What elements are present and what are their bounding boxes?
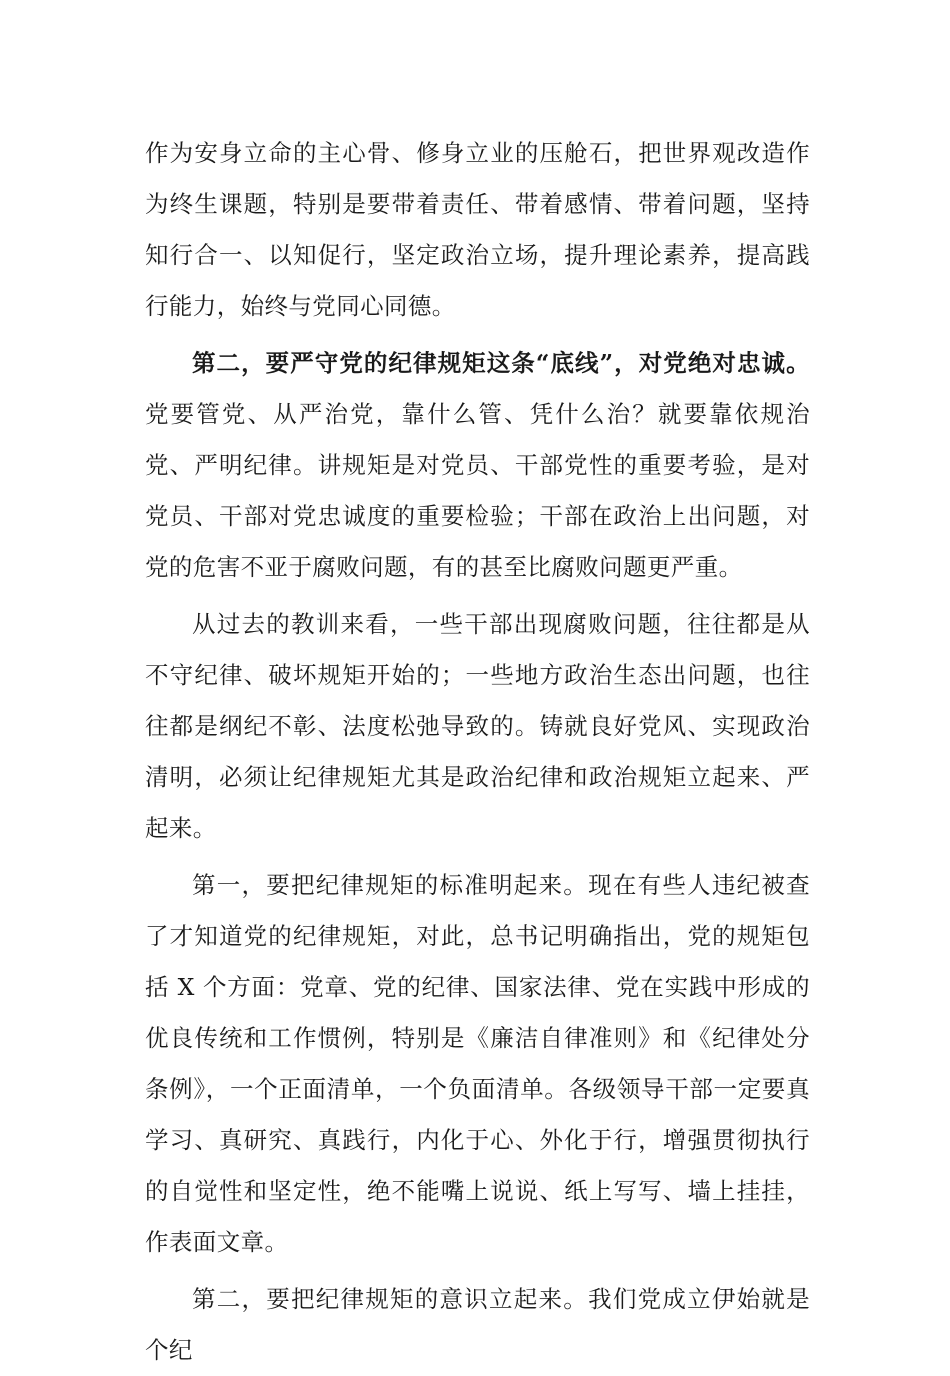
- paragraph-4: [145, 860, 810, 1268]
- paragraph-2-text: 党要管党、从严治党，靠什么管、凭什么治？就要靠依规治党、严明纪律。讲规矩是对党员、干部党性的重要考验，是对党员、干部对党忠诚度的重要检验；干部在政治上出问题，对党的危害不亚于腐败问题，有的甚至比腐败问题更严重。: [145, 400, 810, 581]
- paragraph-5: [145, 1274, 810, 1376]
- paragraph-4-text: 第一，要把纪律规矩的标准明起来。现在有些人违纪被查了才知道党的纪律规矩，对此，总书记明确指出，党的规矩包括 X 个方面：党章、党的纪律、国家法律、党在实践中形成的优良传统和工作惯例，特别是《廉洁自律准则》和《纪律处分条例》，一个正面清单，一个负面清单。各级领导干部一定要真学习、真研究、真践行，内化于心、外化于行，增强贯彻执行的自觉性和坚定性，绝不能嘴上说说、纸上写写、墙上挂挂，作表面文章。: [145, 871, 810, 1256]
- document-body: [145, 128, 810, 1376]
- paragraph-5-text: 第二，要把纪律规矩的意识立起来。我们党成立伊始就是个纪: [145, 1285, 810, 1364]
- paragraph-3-text: 从过去的教训来看，一些干部出现腐败问题，往往都是从不守纪律、破坏规矩开始的；一些地方政治生态出问题，也往往都是纲纪不彰、法度松弛导致的。铸就良好党风、实现政治清明，必须让纪律规矩尤其是政治纪律和政治规矩立起来、严起来。: [145, 610, 810, 842]
- paragraph-1-text: 作为安身立命的主心骨、修身立业的压舱石，把世界观改造作为终生课题，特别是要带着责任、带着感情、带着问题，坚持知行合一、以知促行，坚定政治立场，提升理论素养，提高践行能力，始终与党同心同德。: [145, 139, 810, 320]
- paragraph-2: [145, 338, 810, 593]
- paragraph-2-heading: 第二，要严守党的纪律规矩这条“底线”，对党绝对忠诚。: [192, 349, 810, 377]
- paragraph-1: [145, 128, 810, 332]
- paragraph-3: [145, 599, 810, 854]
